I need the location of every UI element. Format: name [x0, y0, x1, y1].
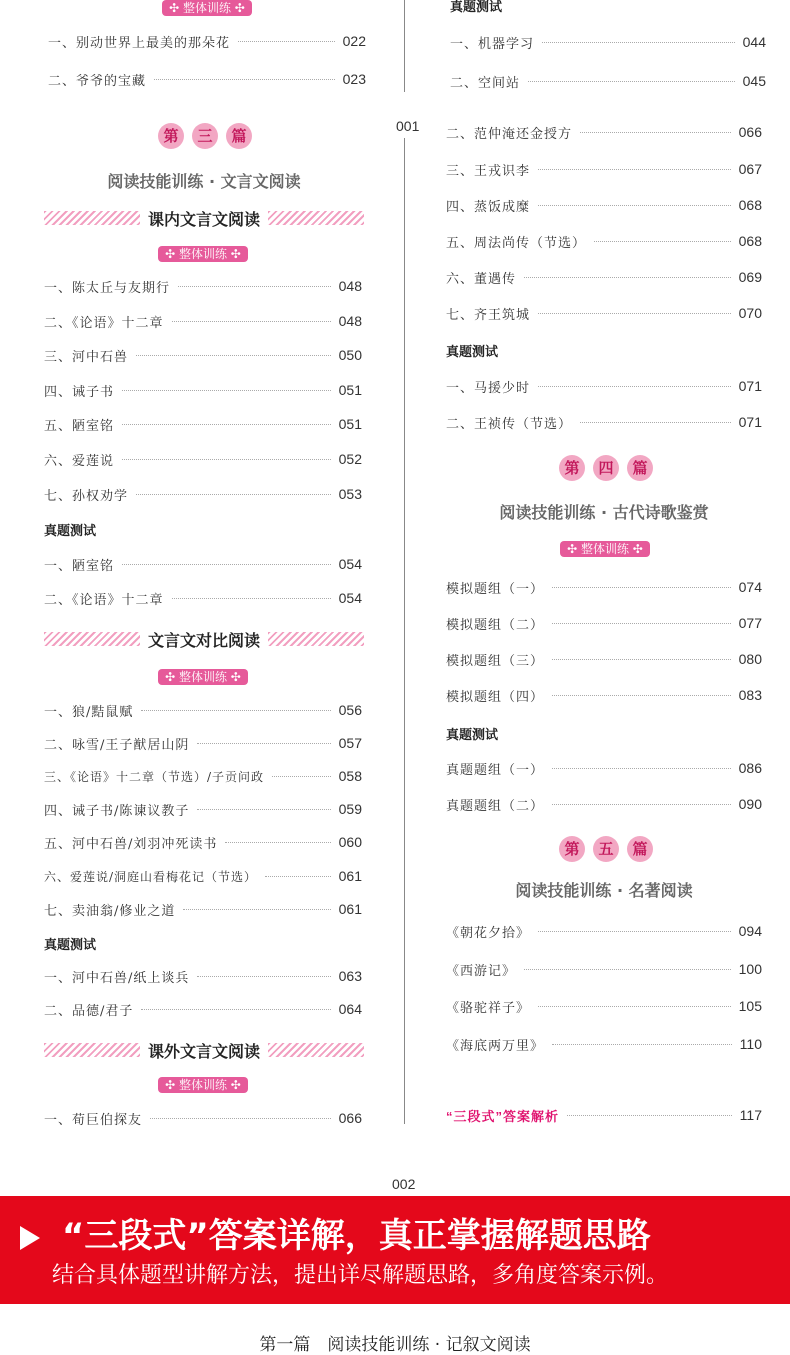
leader-dots	[197, 743, 330, 744]
toc-entry[interactable]	[446, 794, 762, 814]
part-char: 四	[593, 455, 619, 481]
entry-title: 模拟题组（四）	[446, 689, 545, 705]
toc-entry[interactable]	[44, 345, 362, 365]
entry-page: 045	[742, 73, 766, 89]
entry-page: 074	[738, 579, 762, 595]
entry-page: 056	[338, 702, 362, 718]
entry-page: 080	[738, 651, 762, 667]
entry-title: 四、蒸饭成糜	[446, 199, 531, 215]
leader-dots	[172, 598, 331, 599]
toc-entry[interactable]	[44, 999, 362, 1019]
hatch-decoration	[268, 211, 364, 225]
real-test-heading: 真题测试	[450, 0, 503, 15]
column-divider	[404, 0, 405, 92]
section-heading	[44, 628, 364, 650]
entry-page: 067	[738, 161, 762, 177]
entry-title: 三、河中石兽	[44, 349, 129, 365]
entry-page: 071	[738, 414, 762, 430]
entry-page: 066	[338, 1110, 362, 1126]
leader-dots	[141, 1009, 330, 1010]
leader-dots	[141, 710, 330, 711]
entry-page: 110	[739, 1036, 762, 1052]
toc-entry[interactable]	[44, 700, 362, 720]
entry-title: 六、董遇传	[446, 271, 517, 287]
entry-page: 071	[738, 378, 762, 394]
entry-page: 044	[742, 34, 766, 50]
leader-dots	[225, 842, 330, 843]
entry-page: 022	[342, 33, 366, 49]
entry-title: 六、爱莲说	[44, 453, 115, 469]
entry-title: 五、周法尚传（节选）	[446, 235, 587, 251]
hatch-decoration	[268, 1043, 364, 1057]
toc-entry[interactable]	[44, 832, 362, 852]
leader-dots	[580, 422, 731, 423]
toc-entry[interactable]	[44, 449, 362, 469]
promo-banner	[0, 1196, 790, 1304]
entry-title: 二、空间站	[450, 75, 521, 91]
toc-entry[interactable]	[44, 1108, 362, 1128]
toc-entry[interactable]	[44, 554, 362, 574]
entry-title: 模拟题组（三）	[446, 653, 545, 669]
toc-entry[interactable]	[446, 996, 762, 1016]
leader-dots	[238, 41, 335, 42]
entry-title: 《朝花夕拾》	[446, 925, 531, 941]
toc-entry[interactable]	[446, 195, 762, 215]
entry-title: 一、狼/黠鼠赋	[44, 704, 134, 720]
entry-title: 三、《论语》十二章（节选）/子贡问政	[44, 769, 265, 784]
toc-entry[interactable]	[48, 69, 366, 89]
leader-dots	[136, 355, 331, 356]
part4-marker	[559, 455, 653, 481]
entry-page: 070	[738, 305, 762, 321]
toc-entry[interactable]	[450, 71, 766, 91]
leader-dots	[552, 1044, 732, 1045]
entry-page: 050	[338, 347, 362, 363]
whole-training-badge: ✣ 整体训练 ✣	[158, 669, 248, 685]
toc-entry[interactable]	[446, 758, 762, 778]
toc-entry[interactable]	[44, 311, 362, 331]
entry-page: 066	[738, 124, 762, 140]
leader-dots	[197, 976, 330, 977]
leader-dots	[542, 42, 735, 43]
leader-dots	[552, 804, 731, 805]
leader-dots	[122, 459, 331, 460]
part3-title: 阅读技能训练 · 文言文阅读	[107, 172, 301, 191]
answer-entry[interactable]	[446, 1105, 762, 1125]
toc-entry[interactable]	[446, 267, 762, 287]
leader-dots	[524, 969, 731, 970]
toc-entry[interactable]	[446, 412, 762, 432]
part-char: 篇	[627, 455, 653, 481]
leader-dots	[538, 313, 731, 314]
part-char: 第	[559, 836, 585, 862]
entry-page: 051	[338, 416, 362, 432]
section-title: 文言文对比阅读	[147, 630, 260, 650]
leader-dots	[197, 809, 330, 810]
part-char: 三	[192, 123, 218, 149]
leader-dots	[524, 277, 731, 278]
entry-page: 063	[338, 968, 362, 984]
part5-title: 阅读技能训练 · 名著阅读	[515, 881, 693, 900]
part-char: 篇	[226, 123, 252, 149]
entry-page: 060	[338, 834, 362, 850]
entry-page: 077	[738, 615, 762, 631]
leader-dots	[552, 659, 731, 660]
real-test-heading: 真题测试	[44, 524, 97, 539]
banner-headline	[20, 1208, 651, 1257]
entry-title: 《骆驼祥子》	[446, 1000, 531, 1016]
banner-headline-text: “三段式”答案详解，真正掌握解题思路	[62, 1216, 651, 1256]
section-title: 课内文言文阅读	[147, 209, 260, 229]
page-number-top: 001	[396, 118, 420, 134]
toc-entry[interactable]	[44, 899, 362, 919]
entry-page: 057	[338, 735, 362, 751]
entry-title: 六、爱莲说/洞庭山看梅花记（节选）	[44, 869, 258, 884]
real-test-heading: 真题测试	[446, 345, 499, 360]
entry-title: 二、王祯传（节选）	[446, 416, 573, 432]
toc-entry[interactable]	[48, 31, 366, 51]
part3-marker	[158, 123, 252, 149]
entry-title: 二、《论语》十二章	[44, 315, 164, 331]
leader-dots	[538, 386, 731, 387]
leader-dots	[552, 623, 731, 624]
entry-title: 真题题组（二）	[446, 798, 545, 814]
toc-entry[interactable]	[44, 866, 362, 886]
leader-dots	[538, 1006, 731, 1007]
toc-entry[interactable]	[446, 959, 762, 979]
entry-page: 054	[338, 590, 362, 606]
toc-entry[interactable]	[446, 649, 762, 669]
toc-entry[interactable]	[44, 766, 362, 786]
leader-dots	[538, 931, 731, 932]
entry-title: 四、诫子书	[44, 384, 115, 400]
entry-page: 061	[338, 868, 362, 884]
entry-page: 086	[738, 760, 762, 776]
toc-entry[interactable]	[450, 32, 766, 52]
entry-page: 023	[342, 71, 366, 87]
banner-subline: 结合具体题型讲解方法，提出详尽解题思路，多角度答案示例。	[52, 1263, 669, 1288]
entry-page: 059	[338, 801, 362, 817]
entry-title: 一、机器学习	[450, 36, 535, 52]
entry-title: 一、别动世界上最美的那朵花	[48, 35, 231, 51]
entry-title: 三、王戎识李	[446, 163, 531, 179]
part-char: 第	[158, 123, 184, 149]
entry-title: 二、《论语》十二章	[44, 592, 164, 608]
entry-page: 048	[338, 313, 362, 329]
toc-entry[interactable]	[44, 276, 362, 296]
answer-title: “三段式”答案解析	[446, 1108, 560, 1124]
toc-entry[interactable]	[446, 921, 762, 941]
toc-entry[interactable]	[446, 231, 762, 251]
entry-page: 053	[338, 486, 362, 502]
entry-title: 一、陋室铭	[44, 558, 115, 574]
play-arrow-icon	[20, 1226, 40, 1250]
leader-dots	[265, 876, 331, 877]
toc-entry[interactable]	[44, 588, 362, 608]
next-section-caption: 第一篇 阅读技能训练 · 记叙文阅读	[259, 1335, 531, 1355]
entry-page: 100	[738, 961, 762, 977]
whole-training-badge: ✣ 整体训练 ✣	[162, 0, 252, 16]
leader-dots	[122, 564, 331, 565]
toc-entry[interactable]	[44, 733, 362, 753]
entry-page: 069	[738, 269, 762, 285]
toc-entry[interactable]	[44, 484, 362, 504]
toc-entry[interactable]	[446, 122, 762, 142]
leader-dots	[552, 587, 731, 588]
entry-title: 一、河中石兽/纸上谈兵	[44, 970, 190, 986]
part-char: 第	[559, 455, 585, 481]
entry-title: 模拟题组（二）	[446, 617, 545, 633]
leader-dots	[538, 205, 731, 206]
entry-page: 064	[338, 1001, 362, 1017]
toc-entry[interactable]	[446, 577, 762, 597]
entry-title: 《西游记》	[446, 963, 517, 979]
leader-dots	[150, 1118, 331, 1119]
entry-title: 真题题组（一）	[446, 762, 545, 778]
leader-dots	[552, 695, 731, 696]
leader-dots	[594, 241, 731, 242]
entry-title: 七、齐王筑城	[446, 307, 531, 323]
section-heading	[44, 1039, 364, 1061]
entry-title: 五、陋室铭	[44, 418, 115, 434]
toc-entry[interactable]	[44, 799, 362, 819]
entry-page: 058	[338, 768, 362, 784]
entry-page: 105	[738, 998, 762, 1014]
toc-entry[interactable]	[446, 1034, 762, 1054]
toc-entry[interactable]	[44, 380, 362, 400]
entry-title: 二、范仲淹还金授方	[446, 126, 573, 142]
whole-training-badge: ✣ 整体训练 ✣	[158, 1077, 248, 1093]
toc-entry[interactable]	[44, 414, 362, 434]
leader-dots	[154, 79, 335, 80]
toc-entry[interactable]	[446, 159, 762, 179]
entry-page: 068	[738, 233, 762, 249]
leader-dots	[538, 169, 731, 170]
answer-page: 117	[739, 1107, 762, 1123]
part5-marker	[559, 836, 653, 862]
leader-dots	[580, 132, 731, 133]
entry-title: 《海底两万里》	[446, 1038, 545, 1054]
leader-dots	[552, 768, 731, 769]
column-divider-lower	[404, 138, 405, 1124]
leader-dots	[122, 424, 331, 425]
entry-title: 一、马援少时	[446, 380, 531, 396]
entry-page: 094	[738, 923, 762, 939]
entry-page: 090	[738, 796, 762, 812]
toc-entry[interactable]	[446, 613, 762, 633]
leader-dots	[136, 494, 331, 495]
entry-page: 051	[338, 382, 362, 398]
entry-title: 四、诫子书/陈谏议教子	[44, 803, 190, 819]
section-heading	[44, 207, 364, 229]
toc-entry[interactable]	[446, 685, 762, 705]
entry-title: 二、品德/君子	[44, 1003, 134, 1019]
real-test-heading: 真题测试	[44, 938, 97, 953]
leader-dots	[122, 390, 331, 391]
leader-dots	[172, 321, 331, 322]
whole-training-badge: ✣ 整体训练 ✣	[158, 246, 248, 262]
entry-title: 二、爷爷的宝藏	[48, 73, 147, 89]
toc-entry[interactable]	[44, 966, 362, 986]
entry-title: 一、荀巨伯探友	[44, 1112, 143, 1128]
entry-page: 068	[738, 197, 762, 213]
hatch-decoration	[268, 632, 364, 646]
entry-title: 模拟题组（一）	[446, 581, 545, 597]
entry-page: 061	[338, 901, 362, 917]
real-test-heading: 真题测试	[446, 728, 499, 743]
leader-dots	[528, 81, 735, 82]
toc-entry[interactable]	[446, 303, 762, 323]
entry-title: 一、陈太丘与友期行	[44, 280, 171, 296]
section-title: 课外文言文阅读	[147, 1041, 260, 1061]
whole-training-badge: ✣ 整体训练 ✣	[560, 541, 650, 557]
page-number-bottom: 002	[392, 1176, 416, 1192]
part4-title: 阅读技能训练 · 古代诗歌鉴赏	[499, 503, 709, 522]
part-char: 篇	[627, 836, 653, 862]
leader-dots	[567, 1115, 732, 1116]
entry-page: 048	[338, 278, 362, 294]
entry-page: 052	[338, 451, 362, 467]
leader-dots	[183, 909, 330, 910]
hatch-decoration	[44, 632, 140, 646]
leader-dots	[272, 776, 331, 777]
toc-entry[interactable]	[446, 376, 762, 396]
part-char: 五	[593, 836, 619, 862]
entry-title: 七、孙权劝学	[44, 488, 129, 504]
entry-title: 二、咏雪/王子猷居山阴	[44, 737, 190, 753]
entry-title: 七、卖油翁/修业之道	[44, 903, 176, 919]
entry-title: 五、河中石兽/刘羽冲死读书	[44, 836, 218, 852]
hatch-decoration	[44, 211, 140, 225]
leader-dots	[178, 286, 331, 287]
entry-page: 083	[738, 687, 762, 703]
entry-page: 054	[338, 556, 362, 572]
hatch-decoration	[44, 1043, 140, 1057]
